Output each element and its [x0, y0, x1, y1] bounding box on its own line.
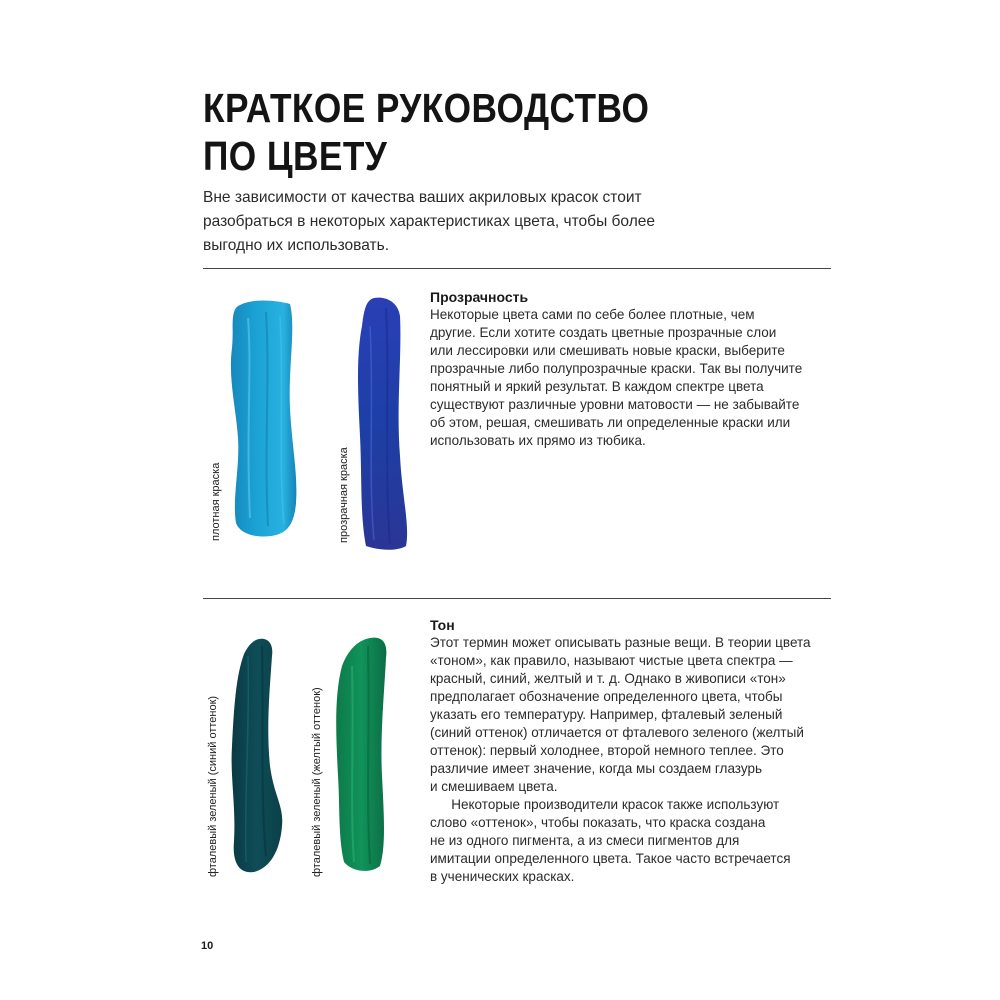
- page-title: [203, 84, 736, 180]
- text-line: понятный и яркий результат. В каждом спектре цвета: [430, 378, 764, 394]
- section-heading-tone: Тон: [430, 617, 455, 633]
- text-line: не из одного пигмента, а из смеси пигментов для: [430, 832, 740, 848]
- text-line: Этот термин может описывать разные вещи. В теории цвета: [430, 634, 811, 650]
- text-line: различие имеет значение, когда мы создаем глазурь: [430, 760, 763, 776]
- text-line: указать его температуру. Например, фталевый зеленый: [430, 706, 783, 722]
- phthalo-green-blue-shade-swatch: [226, 636, 296, 876]
- phthalo-green-yellow-shade-label: фталевый зеленый (желтый оттенок): [311, 687, 323, 877]
- opaque-paint-label: плотная краска: [210, 462, 222, 541]
- phthalo-green-yellow-shade-swatch: [330, 636, 396, 876]
- text-line: использовать их прямо из тюбика.: [430, 432, 646, 448]
- intro-line: разобраться в некоторых характеристиках цвета, чтобы более: [203, 213, 656, 230]
- text-line: имитации определенного цвета. Такое часто встречается: [430, 850, 791, 866]
- text-line: об этом, решая, смешивать ли определенные краски или: [430, 414, 791, 430]
- transparent-paint-swatch: [356, 296, 416, 552]
- text-line: слово «оттенок», чтобы показать, что краска создана: [430, 814, 766, 830]
- text-line: существуют различные уровни матовости — не забывайте: [430, 396, 800, 412]
- text-line: Некоторые производители красок также используют: [451, 796, 780, 812]
- opaque-paint-swatch: [226, 298, 306, 538]
- intro-line: выгодно их использовать.: [203, 237, 390, 254]
- transparency-body: [430, 305, 835, 449]
- page-title-line-1: КРАТКОЕ РУКОВОДСТВО: [203, 85, 650, 131]
- section-divider: [203, 598, 831, 599]
- text-line: оттенок): первый холоднее, второй немного теплее. Это: [430, 742, 784, 758]
- text-line: «тоном», как правило, называют чистые цвета спектра —: [430, 652, 793, 668]
- text-line: прозрачные либо полупрозрачные краски. Так вы получите: [430, 360, 803, 376]
- intro-line: Вне зависимости от качества ваших акриловых красок стоит: [203, 189, 642, 206]
- text-line: другие. Если хотите создать цветные прозрачные слои: [430, 324, 777, 340]
- text-line: (синий оттенок) отличается от фталевого зеленого (желтый: [430, 724, 804, 740]
- page-title-line-2: ПО ЦВЕТУ: [203, 133, 388, 179]
- tone-body: [430, 633, 835, 885]
- page-number: 10: [201, 940, 214, 952]
- transparent-paint-label: прозрачная краска: [338, 447, 350, 543]
- text-line: или лессировки или смешивать новые краски, выберите: [430, 342, 785, 358]
- text-line: красный, синий, желтый и т. д. Однако в живописи «тон»: [430, 670, 786, 686]
- section-divider: [203, 268, 831, 269]
- text-line: предполагает обозначение определенного цвета, чтобы: [430, 688, 783, 704]
- section-heading-transparency: Прозрачность: [430, 289, 529, 305]
- text-line: и смешиваем цвета.: [430, 778, 558, 794]
- phthalo-green-blue-shade-label: фталевый зеленый (синий оттенок): [207, 695, 219, 877]
- text-line: в ученических красках.: [430, 868, 575, 884]
- text-line: Некоторые цвета сами по себе более плотные, чем: [430, 306, 755, 322]
- intro-paragraph: [203, 186, 707, 258]
